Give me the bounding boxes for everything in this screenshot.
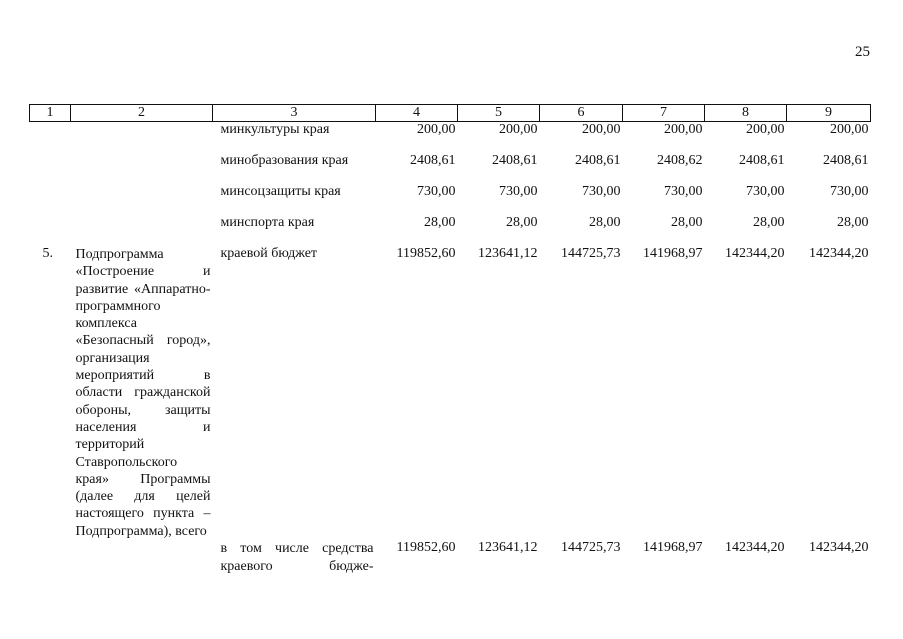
value-cell: 2408,61 bbox=[575, 153, 621, 168]
value-cell: 730,00 bbox=[830, 184, 869, 199]
value-cell: 200,00 bbox=[417, 122, 456, 137]
value-cell: 119852,60 bbox=[396, 540, 456, 556]
value-cell: 730,00 bbox=[746, 184, 785, 199]
item-description-cell bbox=[71, 246, 213, 540]
value-cell: 2408,62 bbox=[657, 153, 703, 168]
budget-table bbox=[29, 104, 870, 575]
value-cell: 730,00 bbox=[417, 184, 456, 199]
value-cell: 2408,61 bbox=[410, 153, 456, 168]
table-row-item-5 bbox=[30, 246, 871, 540]
value-cell: 141968,97 bbox=[643, 540, 703, 556]
value-cell: 730,00 bbox=[582, 184, 621, 199]
value-cell: 730,00 bbox=[499, 184, 538, 199]
value-cell: 28,00 bbox=[671, 215, 703, 230]
header-row bbox=[30, 105, 871, 122]
value-cell: 123641,12 bbox=[478, 246, 538, 261]
table-row bbox=[30, 122, 871, 154]
value-cell: 28,00 bbox=[589, 215, 621, 230]
page-number: 25 bbox=[855, 44, 870, 60]
header-cell: 7 bbox=[623, 105, 705, 122]
value-cell: 144725,73 bbox=[561, 246, 621, 261]
value-cell: 142344,20 bbox=[809, 540, 869, 556]
value-cell: 2408,61 bbox=[823, 153, 869, 168]
header-cell: 3 bbox=[213, 105, 376, 122]
value-cell: 142344,20 bbox=[809, 246, 869, 261]
value-cell: 28,00 bbox=[837, 215, 869, 230]
table-row bbox=[30, 184, 871, 215]
header-cell: 8 bbox=[705, 105, 787, 122]
header-cell: 6 bbox=[540, 105, 623, 122]
value-cell: 730,00 bbox=[664, 184, 703, 199]
value-cell: 200,00 bbox=[746, 122, 785, 137]
value-cell: 144725,73 bbox=[561, 540, 621, 556]
source-cell: минспорта края bbox=[220, 215, 315, 230]
source-cell: минсоцзащиты края bbox=[220, 184, 341, 199]
table-row bbox=[30, 215, 871, 246]
header-cell: 2 bbox=[71, 105, 213, 122]
value-cell: 200,00 bbox=[664, 122, 703, 137]
table-row bbox=[30, 540, 871, 575]
value-cell: 2408,61 bbox=[492, 153, 538, 168]
value-cell: 200,00 bbox=[830, 122, 869, 137]
header-cell: 5 bbox=[458, 105, 540, 122]
value-cell: 200,00 bbox=[582, 122, 621, 137]
value-cell: 200,00 bbox=[499, 122, 538, 137]
value-cell: 142344,20 bbox=[725, 540, 785, 556]
source-cell: минобразования края bbox=[220, 153, 349, 168]
value-cell: 142344,20 bbox=[725, 246, 785, 261]
value-cell: 119852,60 bbox=[396, 246, 456, 261]
value-cell: 141968,97 bbox=[643, 246, 703, 261]
source-cell: минкультуры края bbox=[220, 122, 330, 137]
value-cell: 28,00 bbox=[424, 215, 456, 230]
header-cell: 1 bbox=[30, 105, 71, 122]
table-row bbox=[30, 153, 871, 184]
item-number: 5. bbox=[42, 246, 53, 261]
item-description: Подпрограмма «Построение и развитие «Аппаратно-программного комплекса «Безопасный город», организация мероприятий в области гражданской обороны, защиты населения и территорий Ставропольского края» Программы (далее для целей настоящего пункта – Подпрограмма), всего bbox=[75, 247, 211, 539]
value-cell: 2408,61 bbox=[739, 153, 785, 168]
source-text: в том числе средства краевого бюдже- bbox=[220, 541, 374, 574]
header-cell: 4 bbox=[376, 105, 458, 122]
source-cell: краевой бюджет bbox=[220, 246, 318, 261]
source-cell bbox=[213, 540, 376, 575]
value-cell: 123641,12 bbox=[478, 540, 538, 556]
header-cell: 9 bbox=[787, 105, 871, 122]
value-cell: 28,00 bbox=[753, 215, 785, 230]
value-cell: 28,00 bbox=[506, 215, 538, 230]
